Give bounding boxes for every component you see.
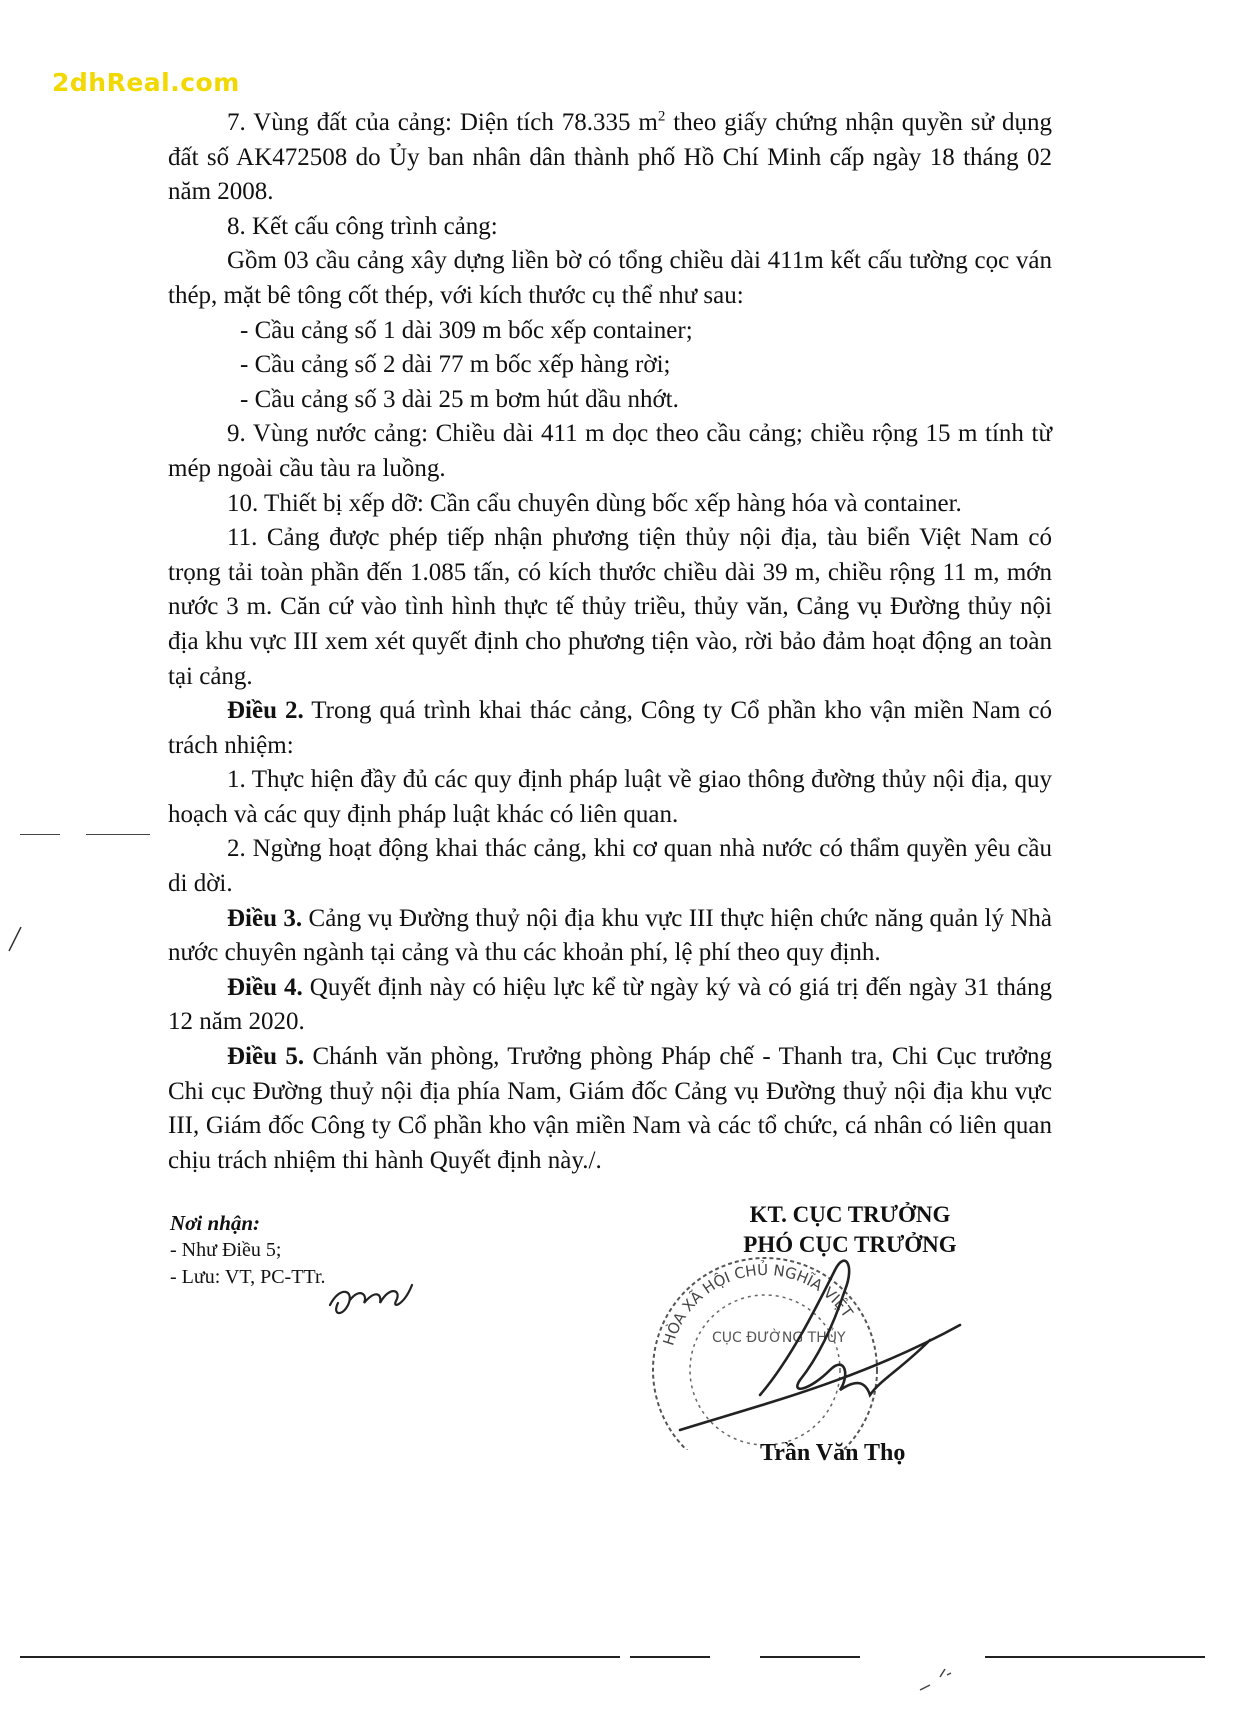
article-2-item-1: 1. Thực hiện đầy đủ các quy định pháp luật về giao thông đường thủy nội địa, quy hoạch và các quy định pháp luật khác có liên quan. <box>168 766 1052 828</box>
footer-rule <box>20 1656 620 1658</box>
article-2-text: Trong quá trình khai thác cảng, Công ty Cổ phần kho vận miền Nam có trách nhiệm: <box>168 697 1053 759</box>
article-4 <box>168 971 1052 1040</box>
recipients-title: Nơi nhận: <box>170 1211 261 1235</box>
seal-ring-text: HÒA XÃ HỘI CHỦ NGHĨA VIỆT <box>659 1260 857 1348</box>
scan-mark <box>5 925 25 955</box>
document-body <box>168 106 1052 1178</box>
seal-center-text: CỤC ĐƯỜNG THỦY <box>712 1330 846 1346</box>
article-2 <box>168 694 1052 763</box>
recipient-item: - Lưu: VT, PC-TTr. <box>170 1266 326 1288</box>
paragraph-11: 11. Cảng được phép tiếp nhận phương tiện thủy nội địa, tàu biển Việt Nam có trọng tải toàn phần đến 1.085 tấn, có kích thước chiều dài 39 m, chiều rộng 11 m, mớn nước 3 m. Căn cứ vào tình hình thực tế thủy triều, thủy văn, Cảng vụ Đường thủy nội địa khu vực III xem xét quyết định cho phương tiện vào, rời bảo đảm hoạt động an toàn tại cảng. <box>168 524 1052 690</box>
article-4-label: Điều 4. <box>227 973 303 1001</box>
scan-mark <box>20 834 60 835</box>
signer-name: Trần Văn Thọ <box>760 1440 906 1466</box>
footer-rule <box>985 1656 1205 1658</box>
recipients-block <box>170 1210 326 1291</box>
initials-signature <box>320 1265 430 1325</box>
recipient-item: - Như Điều 5; <box>170 1239 282 1261</box>
signature-title-1: KT. CỤC TRƯỞNG <box>749 1202 951 1227</box>
article-4-text: Quyết định này có hiệu lực kể từ ngày ký và có giá trị đến ngày 31 tháng 12 năm 2020. <box>168 973 1052 1036</box>
footer-rule <box>760 1656 860 1658</box>
paragraph-7 <box>168 106 1052 210</box>
superscript: 2 <box>657 108 666 125</box>
scan-mark <box>915 1665 955 1695</box>
article-3 <box>168 902 1052 971</box>
paragraph-9: 9. Vùng nước cảng: Chiều dài 411 m dọc theo cầu cảng; chiều rộng 15 m tính từ mép ngoài cầu tàu ra luồng. <box>168 420 1052 482</box>
paragraph-8: 8. Kết cấu công trình cảng: <box>227 212 498 240</box>
signature-title-2: PHÓ CỤC TRƯỞNG <box>743 1232 957 1257</box>
official-seal-stamp <box>640 1230 970 1450</box>
article-5-text: Chánh văn phòng, Trưởng phòng Pháp chế - Thanh tra, Chi Cục trưởng Chi cục Đường thuỷ nội địa phía Nam, Giám đốc Cảng vụ Đường thuỷ nội địa khu vực III, Giám đốc Công ty Cổ phần kho vận miền Nam và các tổ chức, cá nhân có liên quan chịu trách nhiệm thi hành Quyết định này./. <box>168 1043 1053 1174</box>
article-3-text: Cảng vụ Đường thuỷ nội địa khu vực III thực hiện chức năng quản lý Nhà nước chuyên ngành tại cảng và thu các khoản phí, lệ phí theo quy định. <box>168 904 1052 967</box>
paragraph-8-detail: Gồm 03 cầu cảng xây dựng liền bờ có tổng chiều dài 411m kết cấu tường cọc ván thép, mặt bê tông cốt thép, với kích thước cụ thể như sau: <box>168 247 1052 309</box>
berth-3: - Cầu cảng số 3 dài 25 m bơm hút dầu nhớt. <box>240 385 679 413</box>
article-2-item-2: 2. Ngừng hoạt động khai thác cảng, khi cơ quan nhà nước có thẩm quyền yêu cầu di dời. <box>168 835 1052 898</box>
watermark-logo: 2dhReal.com <box>52 68 240 97</box>
berth-1: - Cầu cảng số 1 dài 309 m bốc xếp container; <box>240 316 693 344</box>
article-2-label: Điều 2. <box>227 697 304 725</box>
paragraph-7-text: 7. Vùng đất của cảng: Diện tích 78.335 m <box>227 109 658 136</box>
paragraph-10: 10. Thiết bị xếp dỡ: Cần cẩu chuyên dùng bốc xếp hàng hóa và container. <box>227 489 962 517</box>
berth-2: - Cầu cảng số 2 dài 77 m bốc xếp hàng rời; <box>240 351 671 379</box>
scan-mark <box>86 834 150 835</box>
article-5 <box>168 1040 1052 1178</box>
footer-rule <box>630 1656 710 1658</box>
paragraph-7-text-cont: theo giấy chứng nhận quyền sử dụng đất số AK472508 do Ủy ban nhân dân thành phố Hồ Chí Minh cấp ngày 18 tháng 02 năm 2008. <box>168 109 1052 206</box>
article-3-label: Điều 3. <box>227 904 303 932</box>
article-5-label: Điều 5. <box>227 1043 305 1071</box>
